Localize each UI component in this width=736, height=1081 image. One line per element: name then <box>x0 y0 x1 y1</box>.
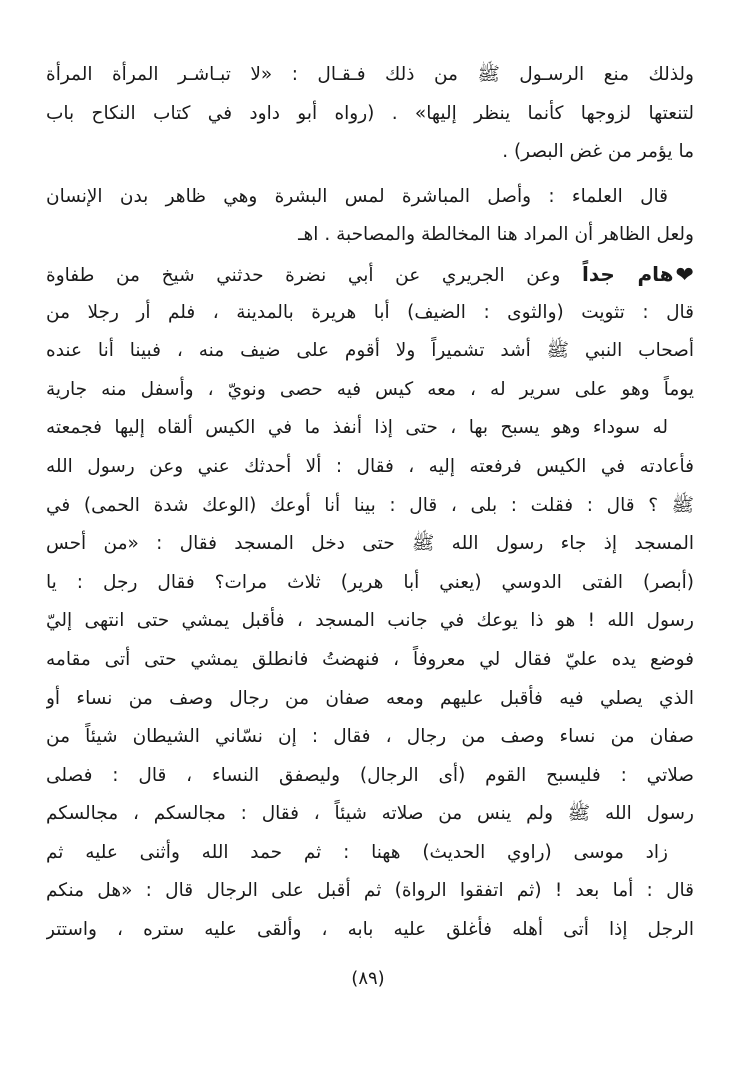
text-line: فأعادته في الكيس فرفعته إليه ، فقال : ألا أحدثك عني وعن رسول الله <box>46 455 694 477</box>
text-line: الرجل إذا أتى أهله فأغلق عليه بابه ، وألقى عليه ستره ، واستتر <box>46 919 694 941</box>
text-line: يوماً وهو على سرير له ، معه كيس فيه حصى ونويّ ، وأسفل منه جارية <box>46 378 694 400</box>
text-line: قال : تثويت (والثوى : الضيف) أبا هريرة بالمدينة ، فلم أر رجلا من <box>46 301 694 323</box>
heart-icon: ❤ <box>675 262 694 288</box>
text-line: قال : أما بعد ! (ثم اتفقوا الرواة) ثم أقبل على الرجال قال : «هل منكم <box>46 880 694 902</box>
text-line: المسجد إذ جاء رسول الله ﷺ حتى دخل المسجد فقال : «من أحس <box>46 533 694 555</box>
text-line: له سوداء وهو يسبح بها ، حتى إذا أنفذ ما في الكيس ألقاه إليها فجمعته <box>46 417 668 439</box>
text-line: لتنعتها لزوجها كأنما ينظر إليها» . (رواه أبو داود في كتاب النكاح باب <box>46 102 694 124</box>
text-line: زاد موسى (راوي الحديث) ههنا : ثم حمد الله وأثنى عليه ثم <box>46 841 668 863</box>
text-line: صفان من نساء وصف من رجال ، فقال : إن نسّاني الشيطان شيئاً من <box>46 726 694 748</box>
text-line: فوضع يده عليّ فقال لي معروفاً ، فنهضتُ فانطلق يمشي حتى أتى مقامه <box>46 648 694 670</box>
text-line-rest: وعن الجريري عن أبي نضرة حدثني شيخ من طفاوة <box>46 264 561 286</box>
text-line: صلاتي : فليسبح القوم (أى الرجال) وليصفق النساء ، قال : فصلى <box>46 764 694 786</box>
text-line: (أبصر) الفتى الدوسي (يعني أبا هرير) ثلاث مرات؟ فقال رجل : يا <box>46 571 694 593</box>
text-line-with-emphasis <box>46 255 694 294</box>
page-number: (٨٩) <box>351 968 385 989</box>
text-line: رسول الله ﷺ ولم ينس من صلاته شيئاً ، فقال : مجالسكم ، مجالسكم <box>46 803 694 825</box>
text-line: ما يؤمر من غض البصر) . <box>502 141 694 163</box>
emphasis-label: هام جداً <box>581 261 674 286</box>
text-line: قال العلماء : وأصل المباشرة لمس البشرة وهي ظاهر بدن الإنسان <box>46 185 668 207</box>
text-line: ولذلك منع الرسـول ﷺ من ذلك فـقـال : «لا تبـاشـر المرأة المرأة <box>46 64 694 85</box>
text-line: رسول الله ! هو ذا يوعك في جانب المسجد ، فأقبل يمشي حتى انتهى إليّ <box>46 610 694 632</box>
text-line: ﷺ ؟ قال : فقلت : بلى ، قال : بينا أنا أوعك (الوعك شدة الحمى) في <box>46 494 694 516</box>
text-line: ولعل الظاهر أن المراد هنا المخالطة والمصاحبة . اهـ <box>298 224 694 246</box>
page-body <box>46 56 694 1036</box>
text-line: الذي يصلي فيه فأقبل عليهم ومعه صفان من رجال وصف من نساء أو <box>46 687 694 709</box>
text-line: أصحاب النبي ﷺ أشد تشميراً ولا أقوم على ضيف منه ، فبينا أنا عنده <box>46 340 694 362</box>
